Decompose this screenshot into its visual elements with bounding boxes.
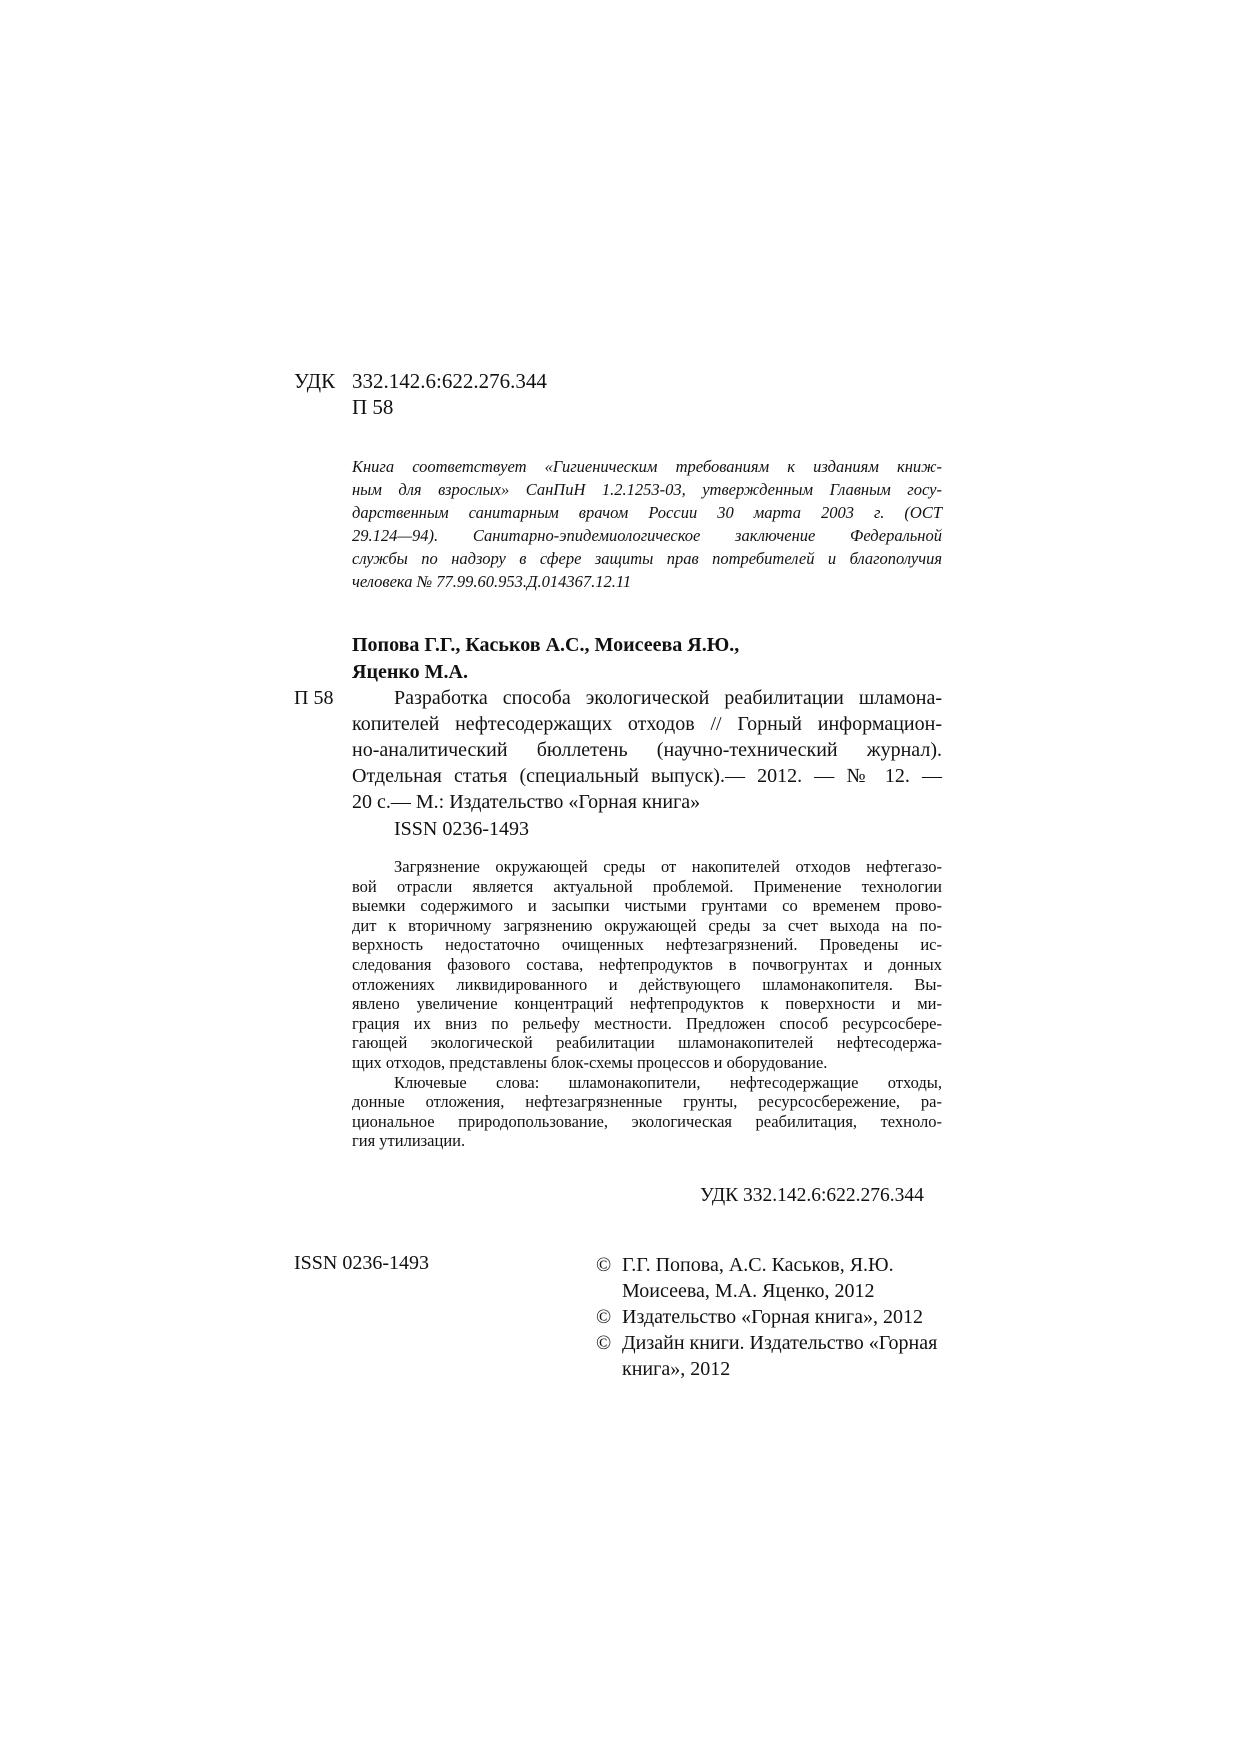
copyright-icon: ©: [596, 1332, 612, 1354]
author-mark: П 58: [352, 395, 394, 419]
keywords-line: донные отложения, нефтезагрязненные грунты, ресурсосбережение, ра-: [352, 1092, 942, 1112]
sanpin-line: человека № 77.99.60.953.Д.014367.12.11: [352, 572, 632, 591]
sanpin-line: 29.124—94). Санитарно-эпидемиологическое заключение Федеральной: [352, 526, 942, 545]
copyright-text: Издательство «Горная книга», 2012: [622, 1306, 923, 1328]
sanpin-line: ным для взрослых» СанПиН 1.2.1253-03, утвержденным Главным госу-: [352, 480, 942, 499]
abstract-line: верхность недостаточно очищенных нефтезагрязнений. Проведены ис-: [352, 935, 942, 955]
bib-line: Разработка способа экологической реабилитации шламона-: [394, 687, 942, 709]
copyright-authors: [596, 1252, 976, 1304]
bib-line: но-аналитический бюллетень (научно-технический журнал).: [352, 739, 942, 761]
keywords-line: Ключевые слова: шламонакопители, нефтесодержащие отходы,: [394, 1072, 942, 1092]
bib-line: 20 с.— М.: Издательство «Горная книга»: [352, 791, 701, 813]
udk-code: 332.142.6:622.276.344: [352, 369, 547, 393]
abstract-line: гающей экологической реабилитации шламонакопителей нефтесодержа-: [352, 1033, 942, 1053]
sanpin-line: Книга соответствует «Гигиеническим требованиям к изданиям книж-: [352, 457, 942, 476]
authors: [352, 632, 952, 686]
abstract-line: отложениях ликвидированного и действующего шламонакопителя. Вы-: [352, 974, 942, 994]
abstract-line: грация их вниз по рельефу местности. Предложен способ ресурсосбере-: [352, 1013, 942, 1033]
abstract-line: следования фазового состава, нефтепродуктов в почвогрунтах и донных: [352, 954, 942, 974]
bib-author-mark: П 58: [294, 687, 334, 709]
abstract-line: явлено увеличение концентраций нефтепродуктов к поверхности и ми-: [352, 994, 942, 1014]
authors-line: Яценко М.А.: [352, 661, 468, 683]
abstract-line: щих отходов, представлены блок-схемы процессов и оборудование.: [352, 1052, 828, 1072]
abstract: [352, 857, 942, 1151]
abstract-line: дит к вторичному загрязнению окружающей среды за счет выхода на по-: [352, 915, 942, 935]
copyright-icon: ©: [596, 1306, 612, 1328]
copyright-text: Дизайн книги. Издательство «Горная книга», 2012: [622, 1332, 938, 1380]
issn-bib: ISSN 0236-1493: [394, 818, 530, 840]
keywords-line: гия утилизации.: [352, 1131, 466, 1151]
abstract-line: выемки содержимого и засыпки чистыми грунтами со временем прово-: [352, 896, 942, 916]
bib-line: Отдельная статья (специальный выпуск).— 2012. — № 12. —: [352, 765, 942, 787]
bibliographic-description: [352, 685, 942, 815]
copyright-text: Г.Г. Попова, А.С. Каськов, Я.Ю. Моисеева, М.А. Яценко, 2012: [622, 1254, 894, 1302]
copyright-icon: ©: [596, 1254, 612, 1276]
copyright-design: [596, 1330, 976, 1382]
issn-footer: ISSN 0236-1493: [294, 1252, 430, 1274]
sanpin-line: службы по надзору в сфере защиты прав потребителей и благополучия: [352, 549, 942, 568]
sanpin-line: дарственным санитарным врачом России 30 марта 2003 г. (ОСТ: [352, 503, 942, 522]
udk-abstract: УДК 332.142.6:622.276.344: [700, 1185, 924, 1206]
bib-line: копителей нефтесодержащих отходов // Горный информацион-: [352, 713, 942, 735]
abstract-line: Загрязнение окружающей среды от накопителей отходов нефтегазо-: [394, 857, 942, 876]
udk-label: УДК: [294, 369, 336, 393]
sanpin-note: [352, 455, 942, 593]
authors-line: Попова Г.Г., Каськов А.С., Моисеева Я.Ю.,: [352, 634, 740, 656]
copyright-publisher: [596, 1304, 976, 1330]
keywords-line: циональное природопользование, экологическая реабилитация, техноло-: [352, 1111, 942, 1131]
abstract-line: вой отрасли является актуальной проблемой. Применение технологии: [352, 876, 942, 896]
copyright-block: [596, 1252, 976, 1382]
